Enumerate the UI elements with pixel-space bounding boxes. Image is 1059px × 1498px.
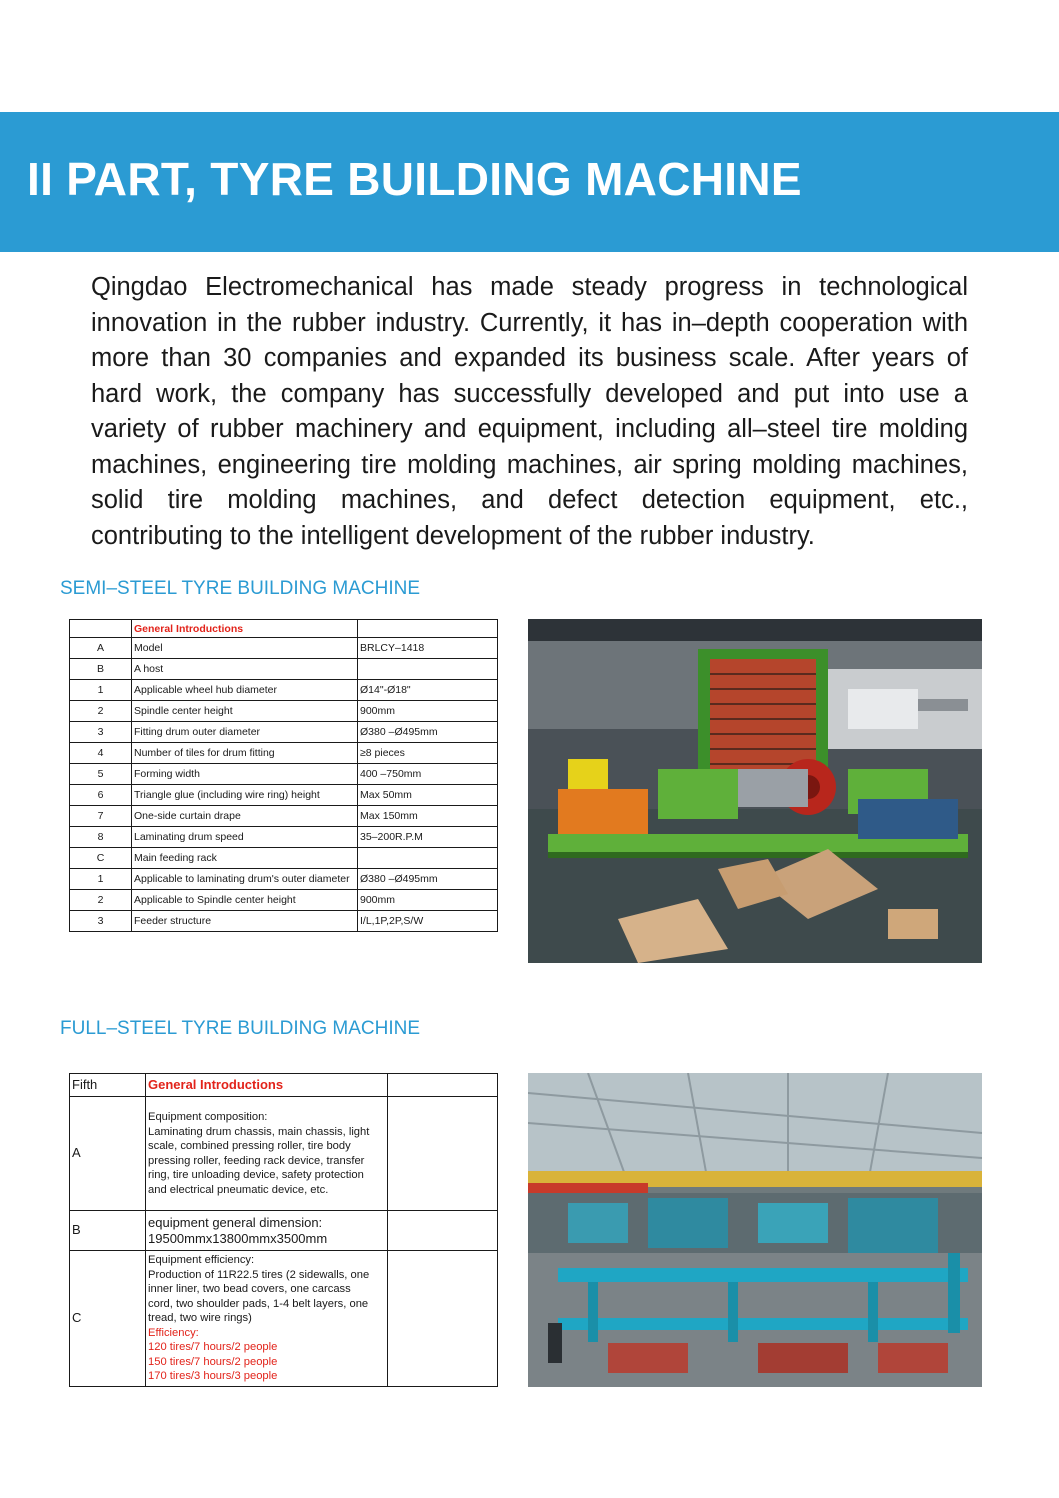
table-row (70, 785, 498, 806)
semi-steel-machine-photo (528, 619, 982, 963)
row-parameter: Triangle glue (including wire ring) height (132, 785, 358, 806)
row-index: 2 (70, 890, 132, 911)
row-parameter: One-side curtain drape (132, 806, 358, 827)
row-value (358, 659, 498, 680)
row-value (358, 848, 498, 869)
table-row (70, 764, 498, 785)
row-value: Ø380 –Ø495mm (358, 722, 498, 743)
title-banner (0, 112, 1059, 252)
row-value: 900mm (358, 701, 498, 722)
row-index: 2 (70, 701, 132, 722)
row-parameter: Model (132, 638, 358, 659)
table-row (70, 722, 498, 743)
row-index: 7 (70, 806, 132, 827)
full-steel-spec-table (69, 1073, 498, 1387)
row-parameter: Main feeding rack (132, 848, 358, 869)
semi-steel-spec-table (69, 619, 498, 932)
row-index: 8 (70, 827, 132, 848)
row-index: A (70, 638, 132, 659)
row-parameter: Applicable to laminating drum's outer diameter (132, 869, 358, 890)
full-steel-section-title: FULL–STEEL TYRE BUILDING MACHINE (60, 1018, 421, 1039)
row-parameter: Number of tiles for drum fitting (132, 743, 358, 764)
table-row (70, 743, 498, 764)
full-row-b-text: equipment general dimension: 19500mmx13800mmx3500mm (146, 1211, 388, 1251)
intro-paragraph: Qingdao Electromechanical has made steady progress in technological innovation in the rubber industry. Currently, it has in–depth cooperation with more than 30 companies and expanded its business scale. After years of hard work, the company has successfully developed and put into use a variety of rubber machinery and equipment, including all–steel tire molding machines, engineering tire molding machines, air spring molding machines, solid tire molding machines, and defect detection equipment, etc., contributing to the intelligent development of the rubber industry. (91, 273, 968, 550)
row-parameter: Applicable to Spindle center height (132, 890, 358, 911)
semi-steel-section-title: SEMI–STEEL TYRE BUILDING MACHINE (60, 578, 421, 599)
row-value: 35–200R.P.M (358, 827, 498, 848)
page-title: II PART, TYRE BUILDING MACHINE (27, 153, 802, 205)
table-row (70, 638, 498, 659)
row-index: B (70, 659, 132, 680)
row-value: 900mm (358, 890, 498, 911)
full-table-header: General Introductions (146, 1074, 388, 1097)
full-steel-factory-photo (528, 1073, 982, 1387)
table-row (70, 806, 498, 827)
row-value: Ø14"-Ø18" (358, 680, 498, 701)
row-parameter: A host (132, 659, 358, 680)
row-value: BRLCY–1418 (358, 638, 498, 659)
table-row (70, 848, 498, 869)
row-value: 400 –750mm (358, 764, 498, 785)
table-row (70, 869, 498, 890)
row-parameter: Feeder structure (132, 911, 358, 932)
row-value: I/L,1P,2P,S/W (358, 911, 498, 932)
row-parameter: Fitting drum outer diameter (132, 722, 358, 743)
full-row-b-label: B (70, 1211, 146, 1251)
row-value: ≥8 pieces (358, 743, 498, 764)
full-row-c-label: C (70, 1251, 146, 1387)
row-parameter: Forming width (132, 764, 358, 785)
row-parameter: Laminating drum speed (132, 827, 358, 848)
full-row-a-text: Equipment composition: Laminating drum chassis, main chassis, light scale, combined pressing roller, tire body pressing roller, feeding rack device, transfer ring, tire unloading device, safety protection and electrical pneumatic device, etc. (146, 1097, 388, 1211)
table-row (70, 890, 498, 911)
full-row-a-label: A (70, 1097, 146, 1211)
table-row (70, 827, 498, 848)
table-row (70, 659, 498, 680)
row-index: 3 (70, 722, 132, 743)
row-index: 6 (70, 785, 132, 806)
row-index: C (70, 848, 132, 869)
row-value: Ø380 –Ø495mm (358, 869, 498, 890)
row-index: 3 (70, 911, 132, 932)
table-row (70, 680, 498, 701)
row-index: 4 (70, 743, 132, 764)
row-index: 1 (70, 869, 132, 890)
semi-table-header: General Introductions (132, 620, 358, 638)
row-index: 5 (70, 764, 132, 785)
table-row (70, 701, 498, 722)
row-parameter: Spindle center height (132, 701, 358, 722)
table-row (70, 911, 498, 932)
row-value: Max 150mm (358, 806, 498, 827)
row-value: Max 50mm (358, 785, 498, 806)
full-row-c-text: Equipment efficiency: Production of 11R22.5 tires (2 sidewalls, one inner liner, two bead covers, one carcass cord, two shoulder pads, 1-4 belt layers, one tread, two wire rings) Efficiency: 120 tires/7 hours/2 people 150 tires/7 hours/2 people 170 tires/3 hours/3 people (146, 1251, 388, 1387)
row-parameter: Applicable wheel hub diameter (132, 680, 358, 701)
full-table-label: Fifth (70, 1074, 146, 1097)
row-index: 1 (70, 680, 132, 701)
